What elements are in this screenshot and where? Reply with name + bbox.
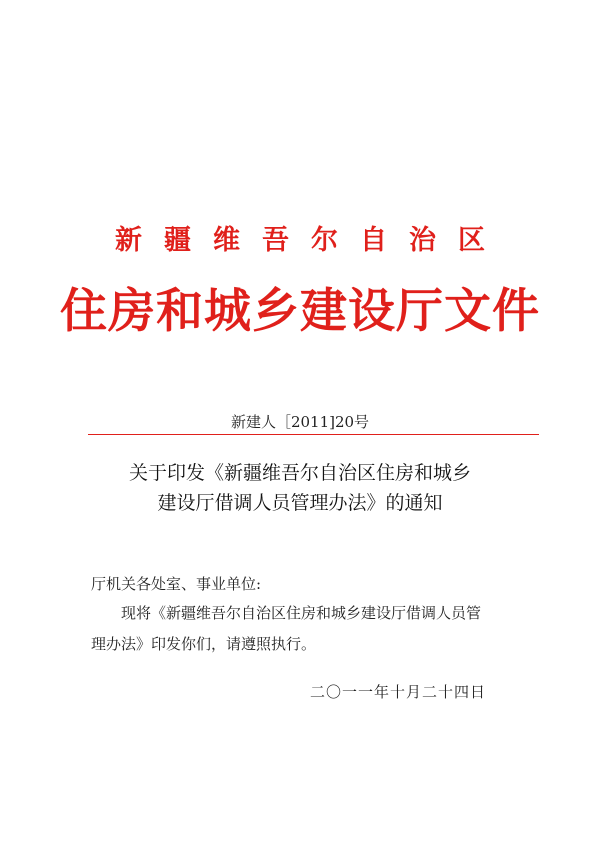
issuing-agency-title: 住房和城乡建设厅文件 xyxy=(60,284,540,339)
document-number: 新建人［2011]20号 xyxy=(230,413,370,431)
notice-body xyxy=(91,598,523,660)
notice-body-line-1: 现将《新疆维吾尔自治区住房和城乡建设厅借调人员管 xyxy=(121,604,482,622)
issue-date: 二〇一一年十月二十四日 xyxy=(310,683,487,701)
notice-title-line-2: 建设厅借调人员管理办法》的通知 xyxy=(157,492,443,514)
notice-body-line-2: 理办法》印发你们，请遵照执行。 xyxy=(91,635,317,653)
notice-title xyxy=(70,458,530,518)
issuing-region: 新疆维吾尔自治区 xyxy=(115,225,507,256)
addressee: 厅机关各处室、事业单位: xyxy=(91,575,262,593)
red-divider-line xyxy=(88,434,539,435)
notice-title-line-1: 关于印发《新疆维吾尔自治区住房和城乡 xyxy=(128,462,471,484)
